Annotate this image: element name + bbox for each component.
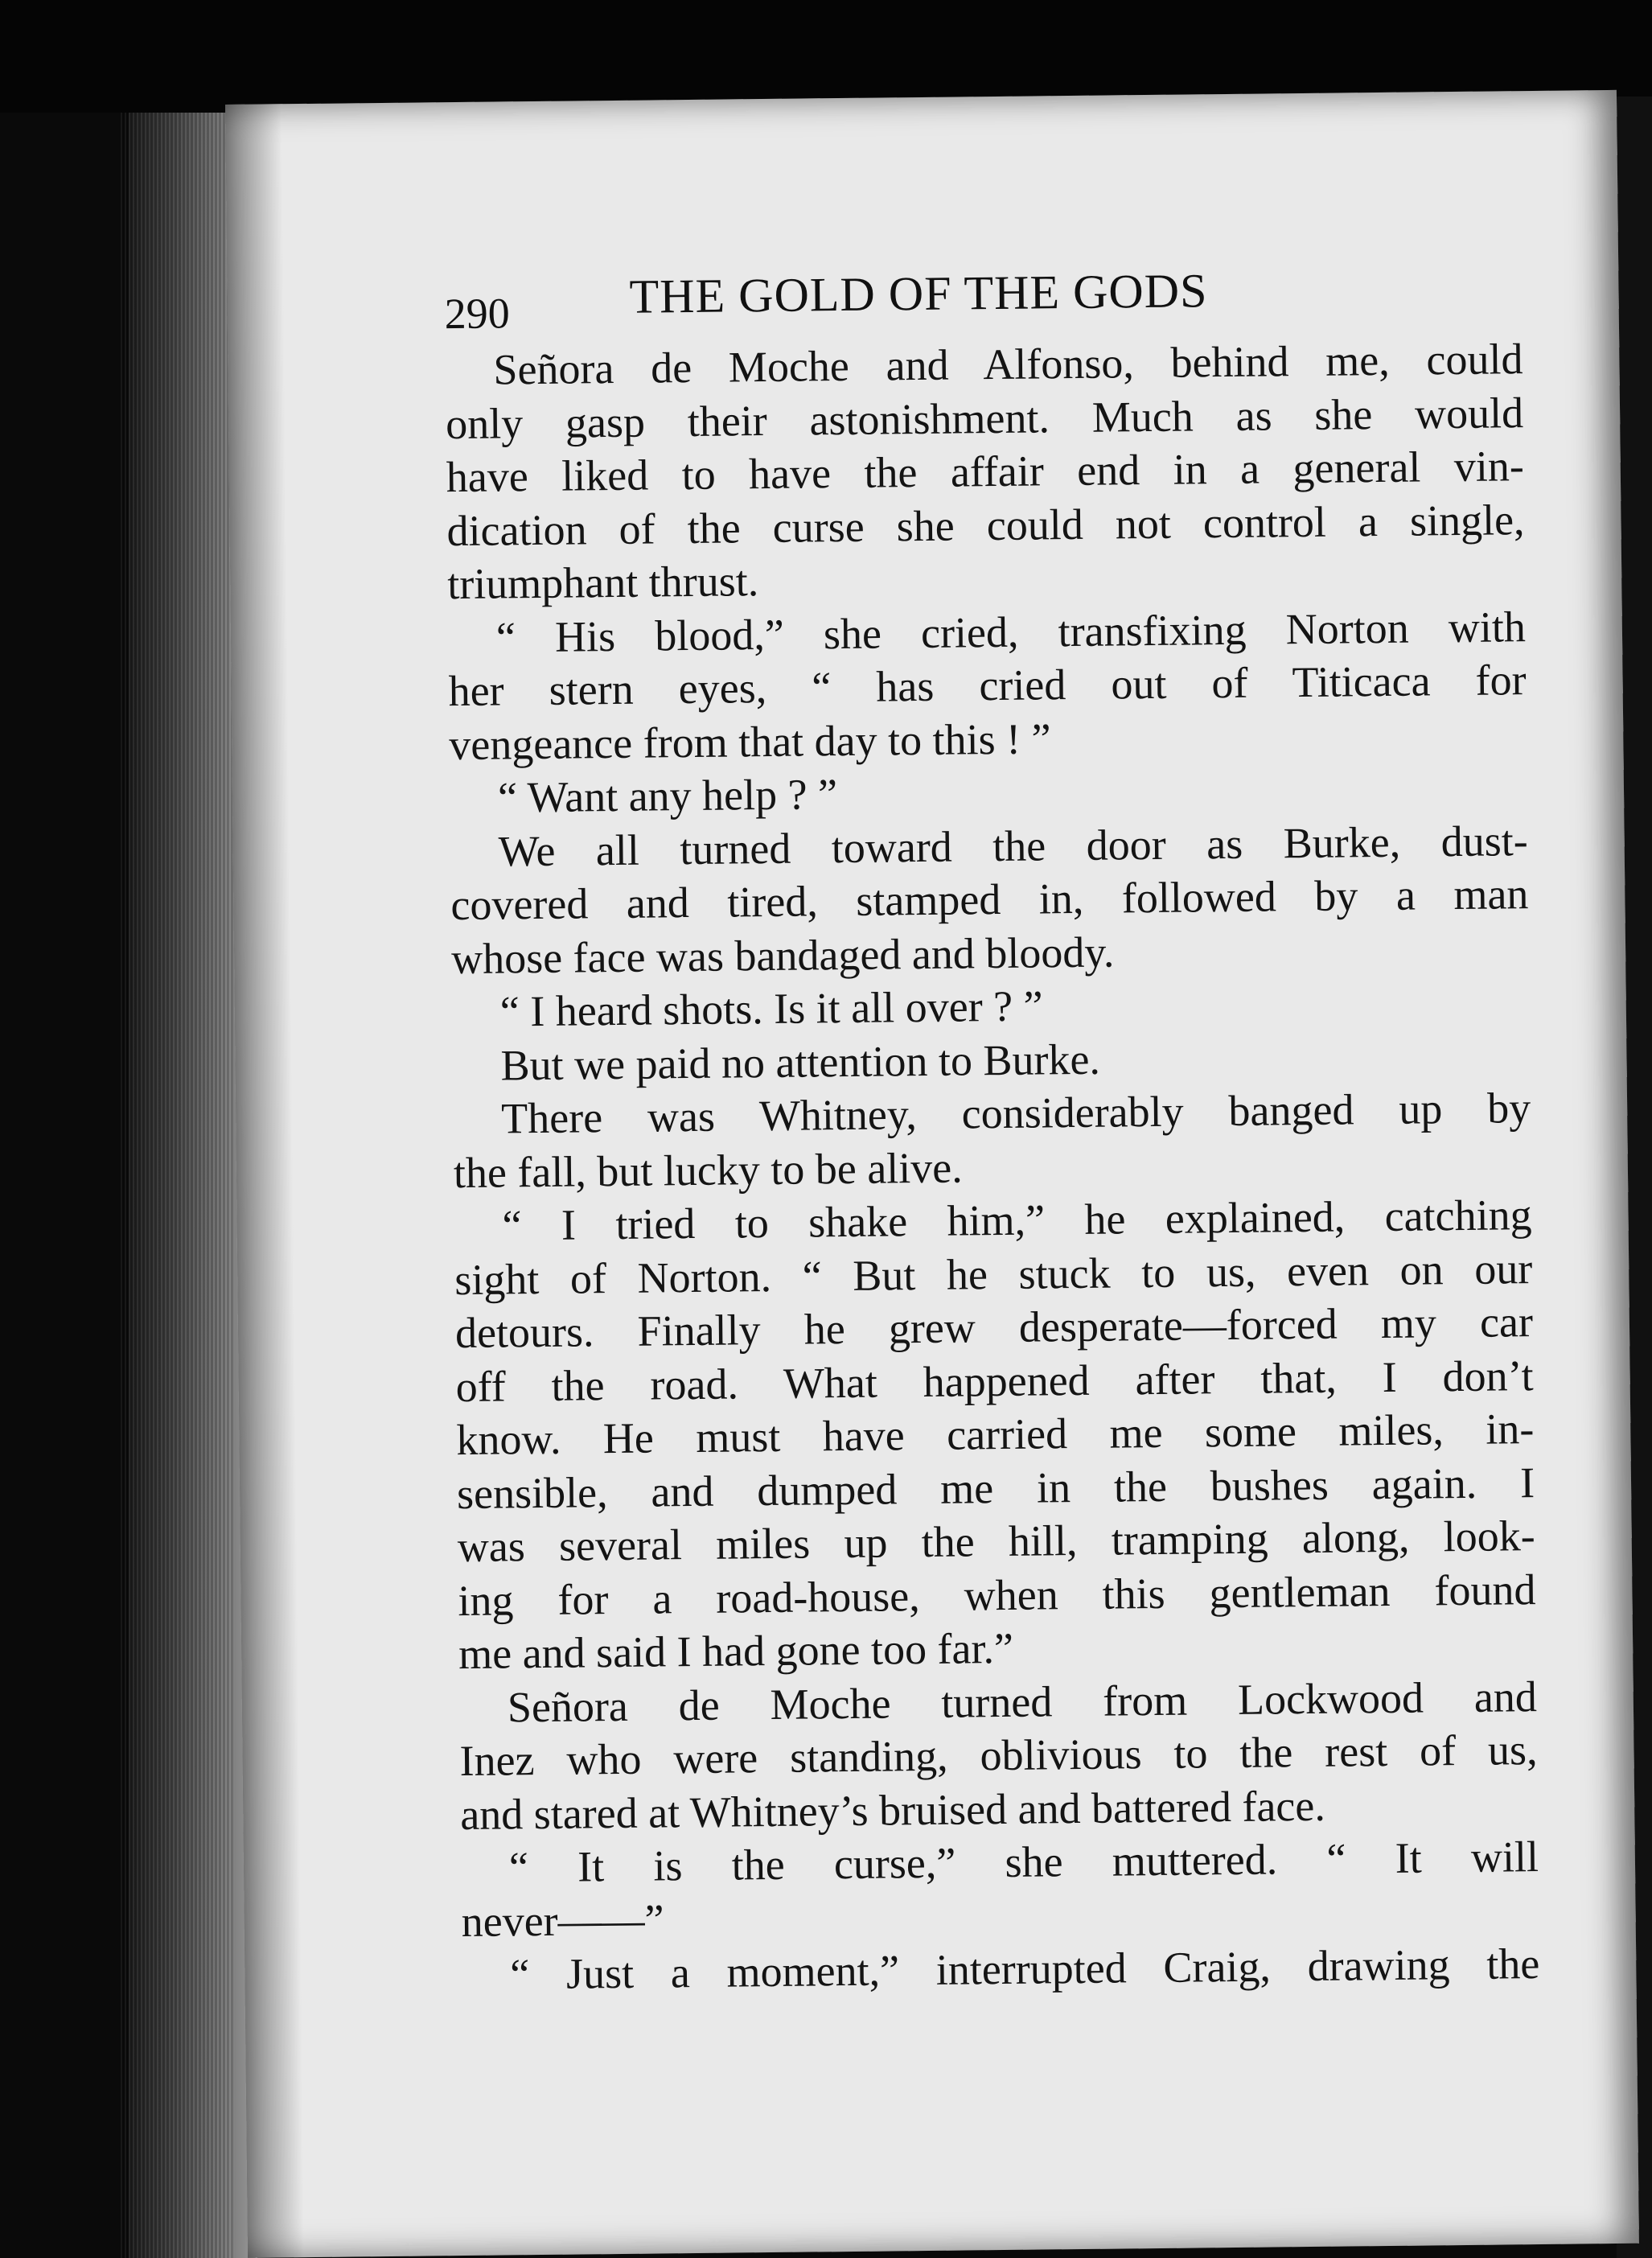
book-page	[225, 90, 1639, 2258]
text-line: and stared at Whitney’s bruised and battered face.	[459, 1781, 1326, 1839]
page-number: 290	[444, 289, 511, 339]
page-header	[444, 260, 1555, 343]
text-line: But we paid no attention to Burke.	[500, 1034, 1101, 1089]
text-line: sight of Norton. “ But he stuck to us, even on our	[454, 1244, 1533, 1304]
text-line: “ I tried to shake him,” he explained, catching	[502, 1191, 1532, 1250]
text-line: “ I heard shots. Is it all over ? ”	[499, 981, 1043, 1036]
text-line: off the road. What happened after that, I don’t	[455, 1351, 1534, 1411]
text-line: Señora de Moche turned from Lockwood and	[507, 1672, 1538, 1731]
text-line: Señora de Moche and Alfonso, behind me, could	[493, 335, 1523, 394]
text-line: vengeance from that day to this ! ”	[449, 714, 1051, 769]
text-line: There was Whitney, considerably banged up by	[500, 1084, 1531, 1143]
text-line: “ His blood,” she cried, transfixing Norton with	[495, 602, 1527, 662]
text-line: know. He must have carried me some miles, in-	[456, 1405, 1535, 1465]
text-line: was several miles up the hill, tramping along, look-	[457, 1512, 1536, 1572]
text-line: sensible, and dumped me in the bushes again. I	[456, 1458, 1535, 1518]
text-line: ing for a road-house, when this gentleman found	[458, 1565, 1536, 1625]
text-line: her stern eyes, “ has cried out of Titicaca for	[448, 656, 1527, 716]
book-page-edges	[121, 113, 233, 2258]
text-line: me and said I had gone too far.”	[458, 1623, 1014, 1679]
text-line: triumphant thrust.	[446, 557, 759, 609]
text-line: have liked to have the affair end in a general vin-	[446, 442, 1525, 502]
text-line: dication of the curse she could not control a single,	[446, 495, 1525, 555]
text-line: only gasp their astonishment. Much as she would	[445, 388, 1524, 448]
text-line: Inez who were standing, oblivious to the rest of us,	[459, 1725, 1538, 1786]
text-line: “ Just a moment,” interrupted Craig, drawing the	[510, 1939, 1540, 1999]
text-line: detours. Finally he grew desperate—forced my car	[454, 1298, 1534, 1358]
text-line: We all turned toward the door as Burke, dust-	[498, 816, 1528, 875]
text-line: covered and tired, stamped in, followed by a man	[450, 870, 1529, 930]
text-line: the fall, but lucky to be alive.	[453, 1142, 964, 1197]
text-line: never——”	[461, 1894, 664, 1946]
body-text	[445, 332, 1540, 2001]
text-line: “ Want any help ? ”	[497, 770, 838, 822]
running-title: THE GOLD OF THE GODS	[629, 264, 1208, 323]
text-line: “ It is the curse,” she muttered. “ It will	[508, 1832, 1539, 1892]
text-line: whose face was bandaged and bloody.	[450, 927, 1115, 983]
